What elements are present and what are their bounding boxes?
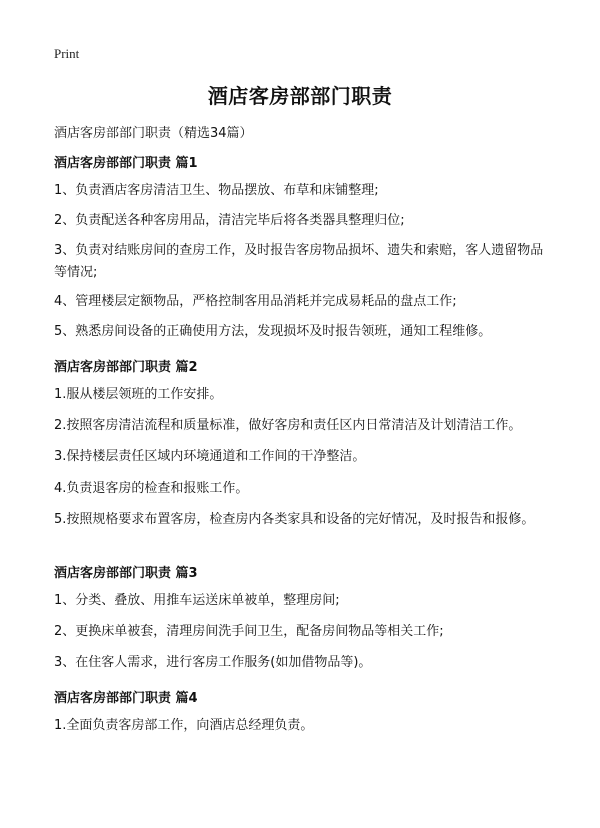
- document-subtitle: 酒店客房部部门职责（精选34篇）: [54, 126, 253, 141]
- paragraph: 5、熟悉房间设备的正确使用方法，发现损坏及时报告领班，通知工程维修。: [54, 324, 492, 339]
- document-title: 酒店客房部部门职责: [207, 84, 393, 108]
- paragraph: 4.负责退客房的检查和报账工作。: [54, 481, 249, 496]
- paragraph: 4、管理楼层定额物品，严格控制客用品消耗并完成易耗品的盘点工作;: [54, 294, 457, 309]
- section-heading-2: 酒店客房部部门职责 篇2: [54, 360, 198, 375]
- paragraph: 3、在住客人需求，进行客房工作服务(如加借物品等)。: [54, 655, 372, 670]
- paragraph: 1.服从楼层领班的工作安排。: [54, 387, 223, 402]
- paragraph: 3、负责对结账房间的查房工作，及时报告客房物品损坏、遗失和索赔，客人遗留物品等情况;: [54, 243, 544, 280]
- paragraph: 2、更换床单被套，清理房间洗手间卫生，配备房间物品等相关工作;: [54, 624, 444, 639]
- paragraph: 2、负责配送各种客房用品，清洁完毕后将各类器具整理归位;: [54, 213, 405, 228]
- section-heading-1: 酒店客房部部门职责 篇1: [54, 156, 198, 171]
- section-heading-4: 酒店客房部部门职责 篇4: [54, 691, 198, 706]
- print-label: Print: [54, 46, 80, 61]
- paragraph: 1.全面负责客房部工作，向酒店总经理负责。: [54, 718, 314, 733]
- paragraph: 2.按照客房清洁流程和质量标准，做好客房和责任区内日常清洁及计划清洁工作。: [54, 418, 522, 433]
- paragraph: 1、负责酒店客房清洁卫生、物品摆放、布草和床铺整理;: [54, 183, 379, 198]
- section-heading-3: 酒店客房部部门职责 篇3: [54, 566, 198, 581]
- paragraph: 3.保持楼层责任区域内环境通道和工作间的干净整洁。: [54, 449, 366, 464]
- paragraph: 5.按照规格要求布置客房，检查房内各类家具和设备的完好情况，及时报告和报修。: [54, 512, 535, 527]
- paragraph: 1、分类、叠放、用推车运送床单被单，整理房间;: [54, 593, 340, 608]
